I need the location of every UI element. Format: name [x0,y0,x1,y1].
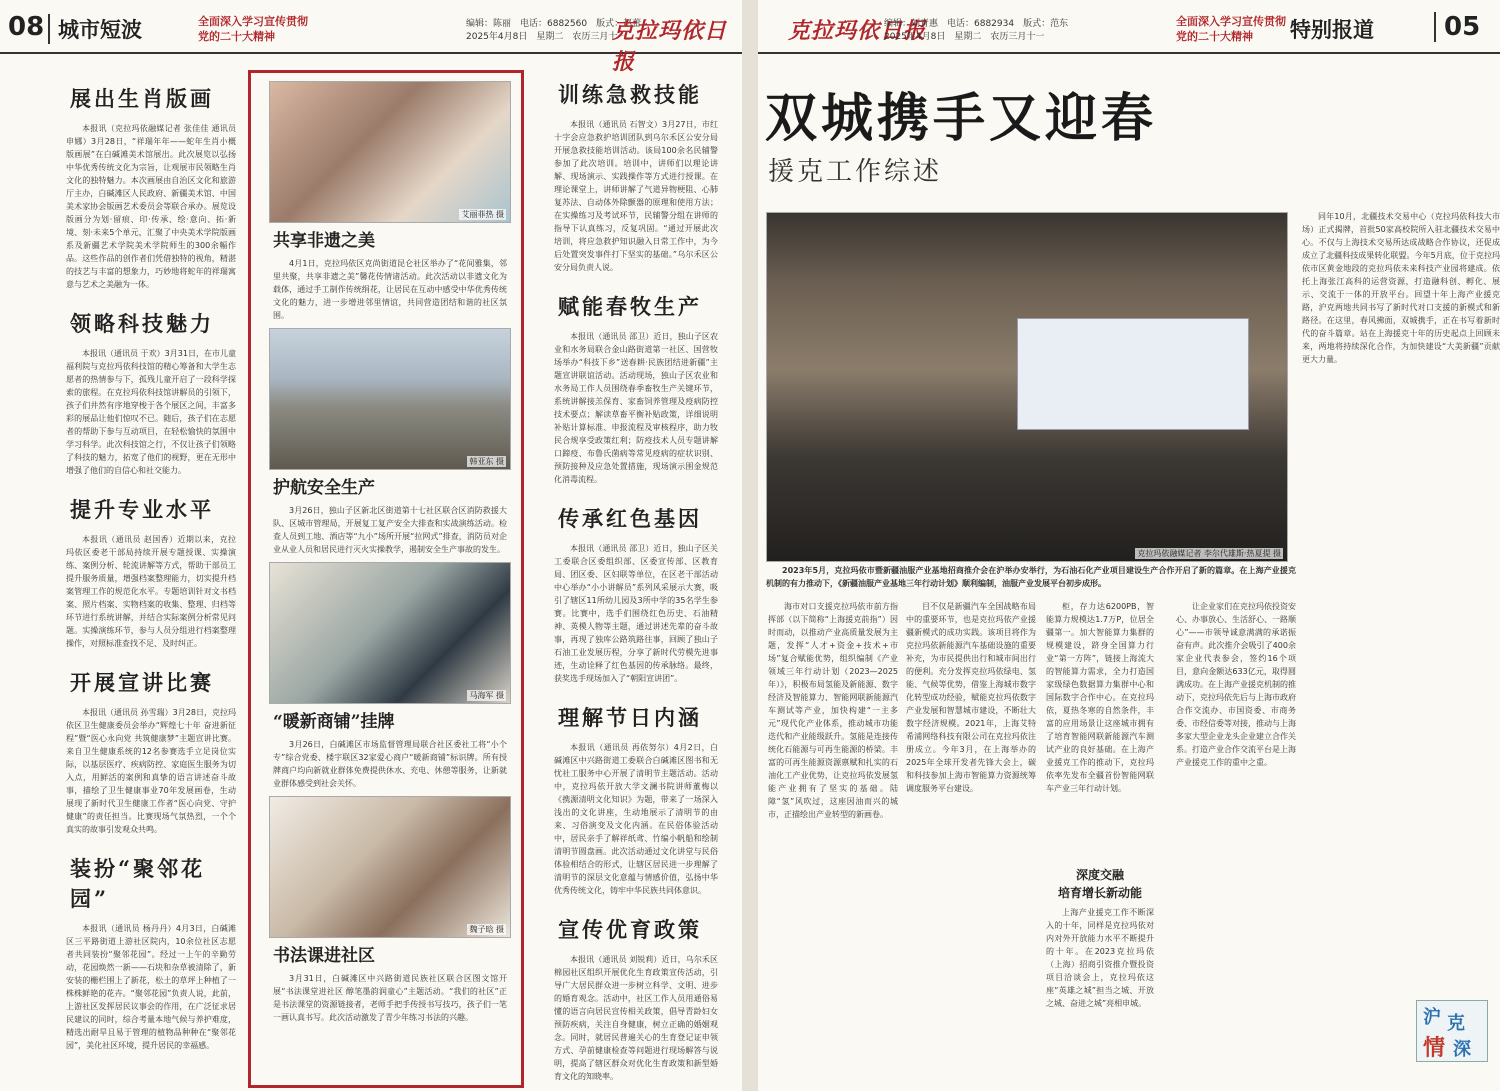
article-title: 理解节日内涵 [558,705,702,730]
article [548,80,724,274]
photo-caption: 3月26日，独山子区新北区街道第十七社区联合区消防救援大队、区城市管理局，开展复工复产安全大排查和实战演练活动。检查人员到工地、酒店等“九小”场所开展“拉网式”排查，消防员对企业从业人员和居民进行灭火实操教学，遏制安全生产事故的发生。 [273,506,507,554]
page-08 [0,0,742,1091]
photo-story [269,328,511,556]
article [60,309,242,477]
photo-title: 书法课进社区 [273,946,375,966]
article-title: 领略科技魅力 [70,311,214,336]
photo-title: 护航安全生产 [273,478,375,498]
article-body: 本报讯（通讯员 邵卫）近日，独山子区农业和水务局联合金山路街道第一社区、国营牧场举办“科技下乡”送春耕·民族团结进新疆”主题宣讲联谊活动。活动现场，独山子区农业和水务局工作人员围绕春季畜牧生产关键环节，系统讲解接羔保育、家畜饲养管理及疫病防控技术要点；解读草畜平衡补贴政策，详细说明补贴计算标准、申报流程及审核程序，助力牧民合规享受政策红利；防疫技术人员专题讲解口蹄疫、布鲁氏菌病等常见疫病的症状识别、预防接种及应急处置措施，现场演示围金规范化消毒流程。 [554,332,718,484]
newspaper-logo: 克拉玛依日报 [788,18,927,44]
article [548,504,724,685]
photo-news-frame [248,70,524,1088]
article-body: 本报讯（通讯员 于欢）3月31日，在市儿童福利院与克拉玛依科技馆的精心筹备和大学生志愿者的热情参与下，孤残儿童开启了一段科学探索的旅程。在克拉玛依科技馆讲解员的引领下，孩子们井然有序地穿梭于各个展区之间，丰富多彩的展品让他们惊叹不已。随后，孩子们在志愿者的帮助下参与互动项目，在轻松愉快的氛围中学习科学。此次科技馆之行，不仅让孩子们领略了科技的魅力，拓宽了他们的视野，更在无形中增强了他们的自信心和社交能力。 [66,349,236,475]
article [548,915,724,1083]
feature-column-e: 同年10月，北疆技术交易中心（克拉玛依科技大市场）正式揭牌，首批50家高校院所入驻北疆技术交易中心。不仅与上海技术交易所达成战略合作协议，还促成成立了北疆科技成果转化联盟。今年5月底，位于克拉玛依市区黄金地段的克拉玛依未来科技产业园将建成。依托上海张江高科的运营资源，打造融科创、孵化、展示、交流于一体的开放平台。回望十年上海产业援克路，沪克两地共同书写了新时代对口支援的新模式和新路径。在这里，春风拂面，双城携手，正在书写着新时代的奋斗篇章。站在上海援克十年的历史起点上回顾未来，两地将持续深化合作，为加快建设“大美新疆”贡献更大力量。 [1302,212,1500,364]
page-number: 05 [1434,12,1480,42]
masthead-left [0,8,742,75]
presentation-screen [1017,318,1249,430]
article [60,668,242,836]
article-title: 训练急救技能 [558,82,702,107]
feature-column-b: 目不仅是新疆汽车全国战略布局中的重要环节，也是克拉玛依产业援疆新模式的成功实践。该项目将作为克拉玛依新能源汽车基础设施的重要补充，为市民提供出行和城市间出行的便利。充分发挥克拉玛依绿电、氢能、气候等优势，借鉴上海城市数字化转型成功经验，赋能克拉玛依数字产业发展和智慧城市建设，不断壮大数字经济规模。2021年，上海艾特希浦网络科技有限公司在克拉玛依注册成立。今年3月，在上海举办的2025年全球开发者先锋大会上，碳和科技参加上海市智能算力资源统筹调度服务平台建设。 [906,602,1036,793]
photo-nonheritage [269,81,511,223]
slogan: 全面深入学习宣传贯彻 党的二十大精神 [1176,15,1286,43]
conference-photo [766,212,1288,562]
feature-subtitle: 援克工作综述 [768,157,943,187]
feature-column-a: 海市对口支援克拉玛依市前方指挥部（以下简称“上海援克前指”）因时而动，以推动产业高质量发展为主题，发挥“人才+资金+技术+市场”复合赋能优势，组织编制《产业领域三年行动计划（2023—2025年）》，积极布局氢能及新能源、数字经济及智能算力、智能网联新能源汽车测试等产业，加快构建“一主多元”现代化产业体系，推动城市功能迭代和产业能级跃升。氢能是连接传统化石能源与可再生能源的桥梁。丰富的可再生能源资源禀赋和扎实的石油化工产业优势，让克拉玛依发展氢能产业拥有了坚实的基础。陆障“氢”风吹过，这座因油而兴的城市，正描绘出产业转型的新画卷。 [768,602,898,819]
edition-meta: 编辑：陈丽 电话：6882560 版式：赵蕾 2025年4月8日 星期二 农历三月十一 [466,19,642,42]
article [60,854,242,1052]
photo-caption: 3月26日，白碱滩区市场监督管理局联合社区委社工将“小个专”综合党委、楼宇联区32家爱心商户“暖新商铺”标识牌。所有授牌商户均向新就业群体免费提供休水、充电、休憩等服务，让新就业群体感受到社会关怀。 [273,740,507,788]
feature-title: 双城携手又迎春 [765,88,1158,149]
article-title: 装扮“聚邻花园” [70,856,206,911]
feature-text: 上海产业援克工作不断深入的十年，同样是克拉玛依对内对外开放能力水平不断提升的十年。在2023克拉玛依（上海）招商引资推介暨投资项目洽谈会上，克拉玛依这座“英雄之城”担当之城、开放之城、奋进之城”亮相申城。 [1046,908,1154,1008]
section-name: 城市短波 [48,14,142,44]
article [60,84,242,291]
page-number: 08 [8,12,45,42]
photo-caption: 4月1日，克拉玛依区克尚街道昆仑社区举办了“花间雅集，邻里共聚，共享非遗之美”馨花传情诸活动。此次活动以非遗文化为载体，通过手工制作传统绢花，让居民在互动中感受中华优秀传统文化的魅力，进一步增进邻里情谊，共同营造团结和谐的社区氛围。 [273,259,507,320]
photo-shop-plaque [269,562,511,704]
photo-story [269,81,511,322]
article-title: 开展宣讲比赛 [70,670,214,695]
photo-credit: 艾丽菲热 摄 [461,210,504,219]
section-name: 特别报道 [1290,17,1374,42]
article-body: 本报讯（通讯员 再依努尔）4月2日，白碱滩区中兴路街道工委联合白碱滩区图书和无忧社工服务中心开展了清明节主题活动。活动中，克拉玛依开放大学文澜书院讲师董梅以《携源清明文化知识》为题，带来了一场深入浅出的文化讲座，生动地展示了清明节的由来、习俗演变及文化内涵。在民俗体验活动中，居民亲手了解祥纸鸢、竹编小帆船和绘制清明节圆盘画。此次活动通过文化讲堂与民俗体验相结合的形式，让辖区居民进一步理解了清明节的深层文化意蕴与情感价值，弘扬中华优秀传统文化，铸牢中华民族共同体意识。 [554,743,718,895]
feature-subheading: 深度交融 培育增长新动能 [1057,868,1142,900]
emblem-char: 克 [1447,1013,1465,1034]
article-body: 本报讯（通讯员 赵国香）近期以来，克拉玛依区委老干部局持续开展专题授课、实操演练、案例分析、轮流讲解等方式，帮助干部员工提升服务质量，增强档案整理能力，切实提升档案管理工作的规范化水平。专题培训针对文书档案、照片档案、实物档案的收集、整理、归档等环节进行系统讲解，并结合实际案例分析常见问题。实操演练环节，参与人员分组进行档案整理操作，对照标准查找不足、及时纠正。 [66,535,236,648]
photo-calligraphy [269,796,511,938]
newspaper-logo: 克拉玛依日报 [612,18,728,75]
photo-credit: 韩亚东 摄 [469,457,504,466]
photo-credit: 克拉玛依融媒记者 李尔代雄斯·热夏提 摄 [1137,549,1281,558]
page-gutter [742,0,758,1091]
emblem-char: 深 [1453,1039,1471,1060]
article [548,703,724,897]
feature-text: 柜，存力达6200PB，智能算力规模达1.7万P，位居全疆第一。加大智能算力集群的规模建设，跻身全国算力行业“第一方阵”，链接上海流大的智能算力需求，全力打造国家级绿色数据算力集群中心和国际数字合作中心。在克拉玛依，夏热冬寒的自然条件，丰富的应用场景让这座城市拥有了培育智能网联新能源汽车测试产业的良好基础。在上海产业援克工作的推动下，克拉玛依率先发布全疆首份智能网联车产业三年行动计划。 [1046,602,1154,793]
article-body: 本报讯（通讯员 孙雪瑞）3月28日，克拉玛依区卫生健康委员会举办“辉煌七十年 奋进新征程”暨“医心永向党 共筑健康梦”主题宣讲比赛。来自卫生健康系统的12名参赛选手立足岗位实际，以基层医疗、疾病防控、家庭医生服务为切入点，用鲜活的案例和真挚的语言讲述奋斗故事，描绘了卫生健康事业70年发展画卷，生动展现了新时代卫生健康工作者“医心向党、守护健康”的责任担当。比赛现场气氛热烈，一个个真实的故事引发观众共鸣。 [66,708,236,834]
article-body: 本报讯（克拉玛依融媒记者 张佳佳 通讯员 申娜）3月28日，“祥瑞年年——蛇年生肖小概版画展”在白碱滩美术馆展出。此次展览以弘扬中华优秀传统文化为宗旨，让观展市民领略生肖文化的独特魅力。本次画展由自治区文化和旅游厅主办，白碱滩区人民政府、新疆美术馆、中国美术家协会版画艺术委员会等联合承办。展览设版画分为划·留痕、印·传承、绘·意向、拓·新境、刻·未来5个单元，汇聚了中央美术学院版画系及新疆艺术学院美术学院师生的300余幅作品。这些作品的创作者们凭借独特的视角，精湛的技艺与丰富的想象力，巧妙地将蛇年的祥瑞寓意与艺术之美融为一体。 [66,124,236,289]
photo-firefighting [269,328,511,470]
news-column-1 [60,58,242,1085]
article-title: 展出生肖版画 [70,86,214,111]
edition-meta: 编辑：刘青惠 电话：6882934 版式：范东 2025年4月8日 星期二 农历三月十一 [884,19,1069,42]
photo-caption: 3月31日，白碱滩区中兴路街道民族社区联合区图文馆开展“书法课堂进社区 醇笔墨韵润童心”主题活动。“我们的社区”正是书法课堂的资源链接者，老师手把手传授书写技巧，孩子们一笔一画认真书写。此次活动激发了青少年练习书法的兴趣。 [273,974,507,1022]
feature-photo-caption: 2023年5月，克拉玛依市暨新疆油服产业基地招商推介会在沪举办安举行，为石油石化产业项目建设生产合作开启了新的篇章。在上海产业援克机制的有力推动下，《新疆油服产业基地三年行动计划》顺利编制，油服产业发展平台初步成形。 [766,566,1296,588]
photo-story [269,562,511,790]
article-body: 本报讯（通讯员 杨丹丹）4月3日，白碱滩区三平路街道上游社区院内，10余位社区志愿者共同装扮“聚邻花园”。经过一上午的辛勤劳动，花园焕然一新——石块和杂草被清除了，新安装的栅栏围上了新花，松土的草坪上种植了一株株鲜艳的花卉。“聚邻花园”负责人说，此前，上游社区发挥居民议事会的作用，在广泛征求居民建议的同时，综合考量本地气候与养护难度，精选出耐旱且易于管理的植物品种种在“聚邻花园”，美化社区环境，提升居民的幸福感。 [66,924,236,1050]
photo-title: “暖新商铺”挂牌 [273,712,395,732]
photo-title: 共享非遗之美 [273,231,375,251]
photo-credit: 魏子晗 摄 [469,925,504,934]
article-body: 本报讯（通讯员 石智文）3月27日，市红十字会应急救护培训团队到乌尔禾区公安分局开展急救技能培训活动。该局100余名民辅警参加了此次培训。培训中，讲师们以理论讲解、现场演示、实践操作等方式进行授课。在理论课堂上，讲师讲解了气道异物梗阻、心肺复苏法、自动体外除颤器的原理和使用方法；在实操练习及考试环节，民辅警分组在讲师的指导下认真练习，反复巩固。“通过开展此次培训，将应急救护知识融入日常工作中，为今后处置突发事件打下坚实的基础。”乌尔禾区公安分局负责人说。 [554,120,718,272]
feature-column-d: 让企业家们在克拉玛依投资安心、办事放心、生活舒心、一路顺心”——市领导诚意满满的承诺振奋有声。此次推介会吸引了400余家企业代表参会，签约16个项目，意向金额达633亿元，取得圆满成功。在上海产业援克机制的推动下，克拉玛依先后与上海市政府合作交流办、市国资委、市商务委、市经信委等对接，推动与上海多家大型企业龙头企业建立合作关系。打造产业合作交流平台是上海产业援克工作的重中之重。 [1176,602,1296,767]
emblem-char: 情 [1423,1035,1446,1061]
news-column-3 [548,58,724,1085]
article [548,292,724,486]
photo-story [269,796,511,1024]
article-body: 本报讯（通讯员 刘锐莉）近日，乌尔禾区棉园社区组织开展优化生育政策宣传活动，引导广大居民群众进一步树立科学、文明、进步的婚育观念。活动中，社区工作人员用通俗易懂的语言向居民宣传相关政策，倡导青龄妇女预防疾病，关注自身健康，树立正确的婚姻观念。同时，就居民普遍关心的生育登记证申领方式、孕前健康检查等问题进行现场解答与说明，提高了辖区群众对优化生育政策和新型婚育文化的知晓率。 [554,955,718,1081]
photo-column [251,73,521,1024]
photo-credit: 马海军 摄 [469,691,504,700]
article-title: 赋能春牧生产 [558,294,702,319]
slogan: 全面深入学习宣传贯彻 党的二十大精神 [198,15,308,43]
article-body: 本报讯（通讯员 邵卫）近日，独山子区关工委联合区委组织部、区委宣传部、区教育局、团区委、区妇联等单位，在区老干部活动中心举办“小小讲解员”系列风采展示大赛，吸引了辖区11所幼儿园及3所中学的35名学生参赛。比赛中，选手们围绕红色历史、石油精神、英模人物等主题，通过讲述先辈的奋斗故事，再现了独库公路筑路往事，回顾了独山子石油工业发展历程，分享了新时代劳模先进事迹，生动诠释了红色基因的传承脉络。最终，获奖选手现场加入了“朝阳宣讲团”。 [554,544,718,683]
feature-column-c [1040,600,1160,1080]
article-title: 提升专业水平 [70,497,214,522]
article-title: 宣传优育政策 [558,917,702,942]
article [60,495,242,650]
article-title: 传承红色基因 [558,506,702,531]
shanghai-karamay-emblem [1416,1000,1488,1062]
masthead-right [758,8,1500,54]
emblem-char: 沪 [1423,1007,1441,1028]
